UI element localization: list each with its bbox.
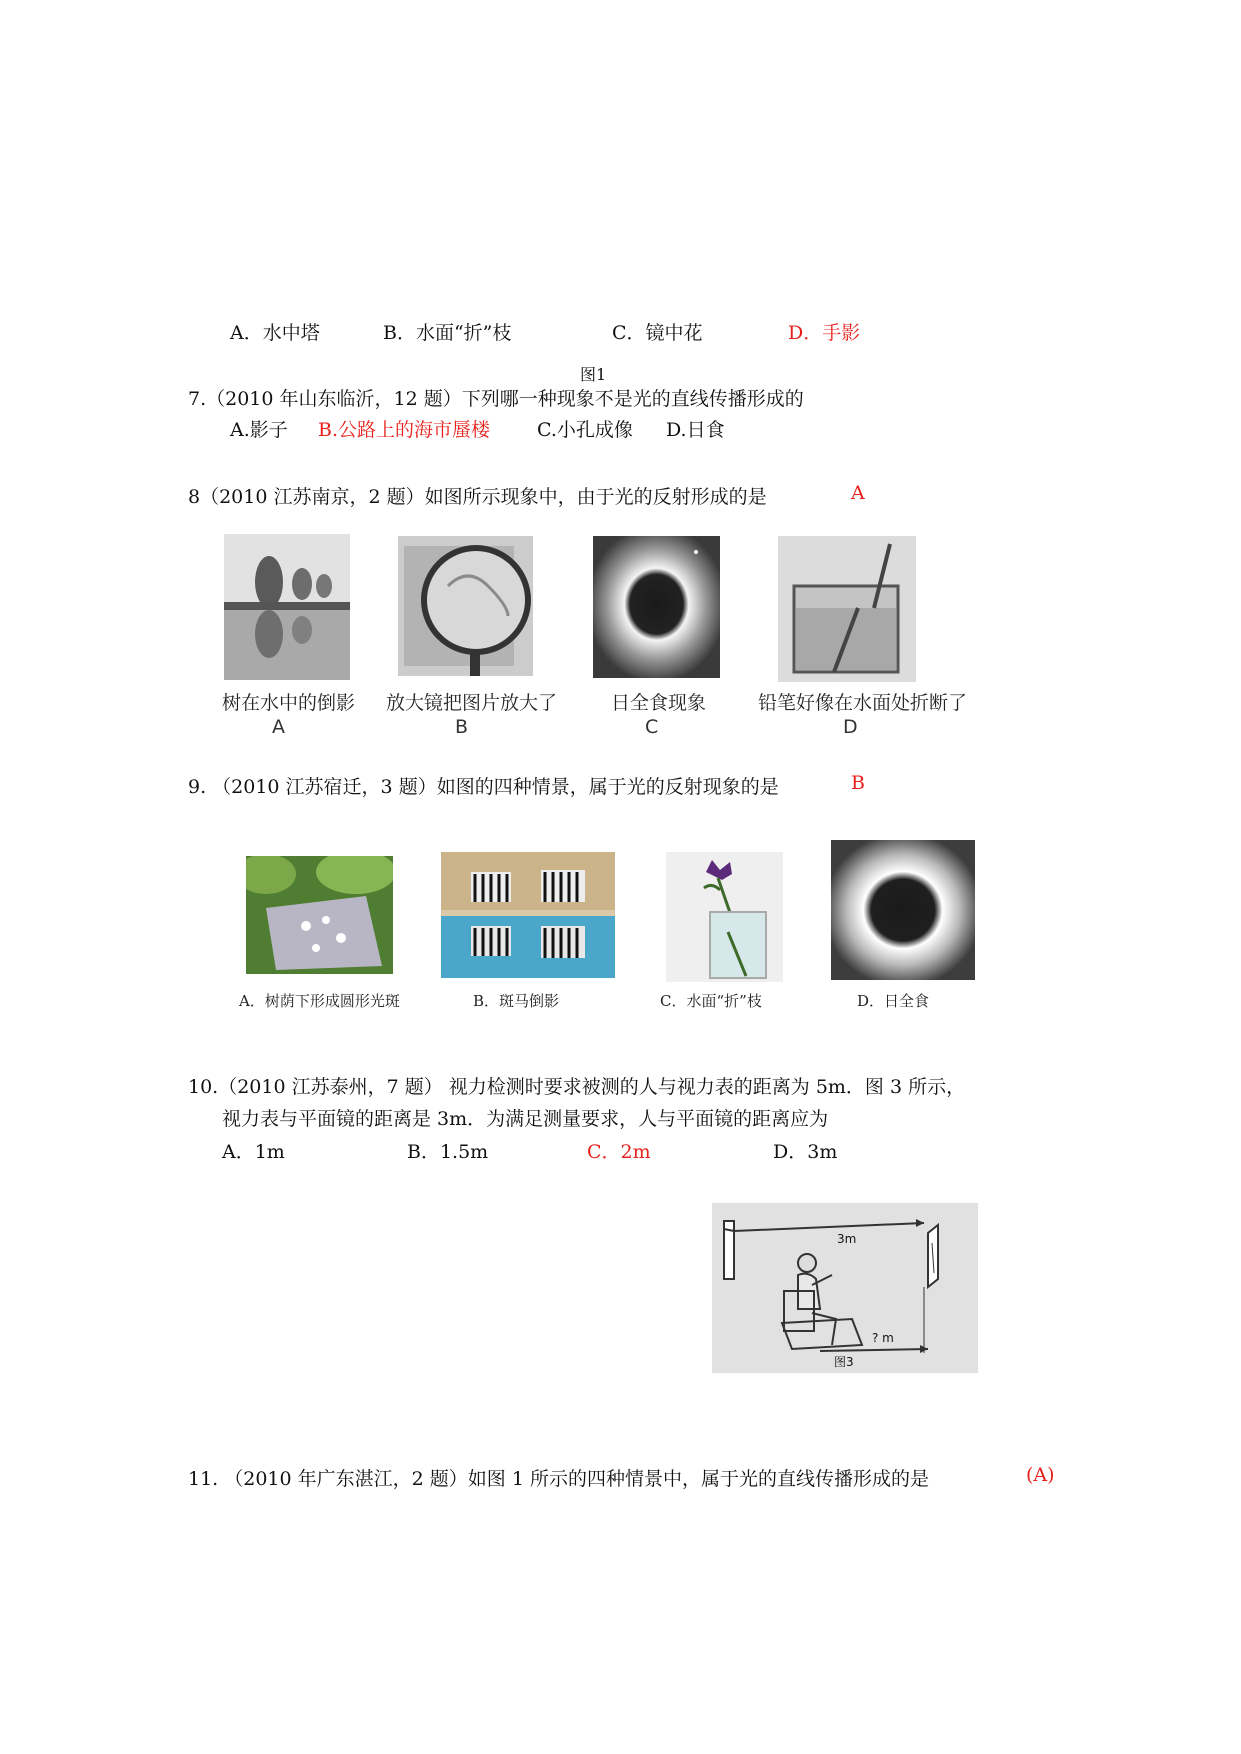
q8-answer: A <box>851 482 865 504</box>
q9-photo-total-eclipse <box>831 840 975 980</box>
q8-stem: 8（2010 江苏南京，2 题）如图所示现象中，由于光的反射形成的是 <box>188 486 767 508</box>
q10-stem-line2: 视力表与平面镜的距离是 3m．为满足测量要求，人与平面镜的距离应为 <box>222 1108 829 1130</box>
q8-letter-a: A <box>272 716 285 738</box>
q8-letter-c: C <box>645 716 659 738</box>
q10-stem-line1: 10.（2010 江苏泰州，7 题） 视力检测时要求被测的人与视力表的距离为 5m．图 3 所示， <box>188 1076 966 1098</box>
q7-stem: 7.（2010 年山东临沂，12 题）下列哪一种现象不是光的直线传播形成的 <box>188 388 804 410</box>
q9-photo-zebra-reflection <box>441 852 615 978</box>
q8-photo-pencil-in-water <box>778 536 916 682</box>
q6-figure-caption: 图1 <box>580 365 607 384</box>
q8-letter-d: D <box>843 716 858 738</box>
q7-option-d: D.日食 <box>666 419 725 441</box>
q8-caption-c: 日全食现象 <box>611 692 707 714</box>
q6-option-b: B．水面“折”枝 <box>383 322 512 344</box>
q10-figure-label-unknown: ? m <box>872 1331 894 1345</box>
q6-option-a: A．水中塔 <box>230 322 320 344</box>
q7-option-a: A.影子 <box>230 419 288 441</box>
q10-option-c: C．2m <box>587 1141 651 1163</box>
q9-photo-light-spots <box>246 856 393 974</box>
q8-photo-magnifier <box>398 536 533 676</box>
q8-photo-solar-eclipse <box>593 536 720 678</box>
q10-figure-eye-test <box>712 1203 978 1373</box>
q10-figure-label-3m: 3m <box>837 1232 857 1246</box>
q7-option-b: B.公路上的海市蜃楼 <box>318 419 491 441</box>
q11-answer: (A) <box>1026 1464 1055 1486</box>
q9-caption-d: D．日全食 <box>857 992 930 1010</box>
q8-caption-b: 放大镜把图片放大了 <box>386 692 558 714</box>
q10-option-d: D．3m <box>773 1141 838 1163</box>
q6-option-c: C．镜中花 <box>612 322 703 344</box>
q10-option-a: A．1m <box>222 1141 285 1163</box>
q6-option-d: D．手影 <box>788 322 861 344</box>
q9-photo-bent-stem <box>666 852 783 982</box>
q8-caption-d: 铅笔好像在水面处折断了 <box>758 692 968 714</box>
q9-stem: 9. （2010 江苏宿迁，3 题）如图的四种情景，属于光的反射现象的是 <box>188 776 779 798</box>
q9-caption-a: A．树荫下形成圆形光斑 <box>239 992 400 1010</box>
q9-caption-c: C．水面“折”枝 <box>660 992 762 1010</box>
q7-option-c: C.小孔成像 <box>537 419 633 441</box>
q11-stem: 11. （2010 年广东湛江，2 题）如图 1 所示的四种情景中，属于光的直线传播形成的是 <box>188 1468 929 1490</box>
q10-option-b: B．1.5m <box>407 1141 489 1163</box>
q10-figure-caption: 图3 <box>834 1355 854 1369</box>
q8-letter-b: B <box>455 716 469 738</box>
q9-answer: B <box>851 772 865 794</box>
q8-photo-tree-reflection <box>224 534 350 680</box>
q9-caption-b: B．斑马倒影 <box>473 992 560 1010</box>
q8-caption-a: 树在水中的倒影 <box>222 692 356 714</box>
